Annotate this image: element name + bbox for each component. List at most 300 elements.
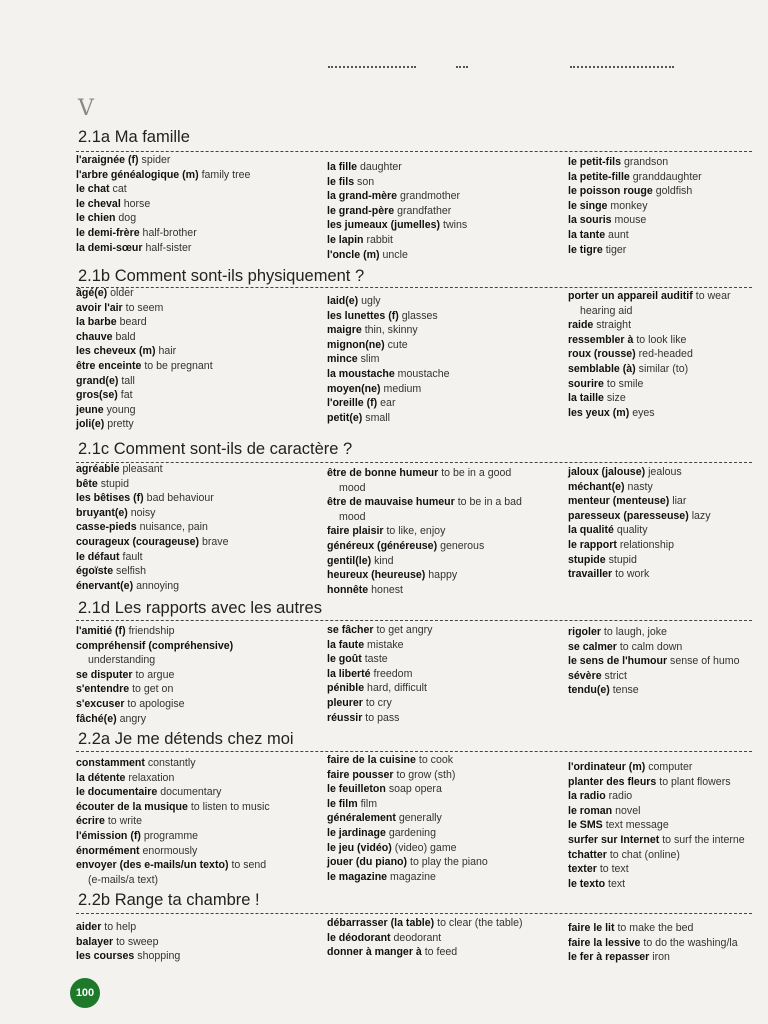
english-translation: lazy: [691, 509, 711, 522]
english-translation: red-headed: [638, 348, 693, 361]
english-translation: relaxation: [128, 771, 175, 784]
french-term: compréhensif (compréhensive): [76, 639, 234, 652]
english-translation: size: [606, 392, 626, 405]
vocab-entry: [327, 583, 522, 598]
english-translation: glasses: [401, 309, 438, 322]
english-translation: honest: [371, 583, 403, 596]
vocab-column: [76, 462, 229, 593]
english-translation: son: [357, 175, 375, 188]
english-translation: thin, skinny: [364, 324, 418, 337]
english-translation: ear: [380, 397, 396, 410]
french-term: le fer à repasser: [568, 951, 650, 964]
vocab-entry: [568, 184, 702, 199]
vocab-entry: [327, 638, 432, 653]
vocab-entry: [327, 855, 488, 870]
section-title: 2.1c Comment sont-ils de caractère ?: [78, 440, 353, 458]
french-term: faire le lit: [568, 922, 615, 934]
english-translation: fault: [122, 550, 143, 563]
english-translation: understanding: [88, 654, 156, 667]
english-translation: fat: [120, 389, 133, 402]
french-term: tendu(e): [568, 684, 610, 697]
vocab-entry: [568, 936, 738, 951]
vocab-entry: [327, 309, 450, 324]
english-translation: jealous: [648, 466, 682, 478]
vocab-entry: [327, 204, 467, 219]
french-term: les lunettes (f): [327, 309, 399, 322]
french-term: la faute: [327, 638, 365, 651]
french-term: faire de la cuisine: [327, 754, 416, 766]
vocab-entry: [568, 318, 731, 333]
vocab-column: [568, 155, 702, 257]
english-translation: small: [365, 411, 390, 424]
english-translation: constantly: [147, 757, 196, 769]
english-translation: programme: [143, 829, 199, 842]
vocab-entry: [76, 579, 229, 594]
french-term: honnête: [327, 583, 369, 596]
english-translation: to sweep: [116, 935, 159, 948]
section-divider: [76, 151, 752, 152]
french-term: laid(e): [327, 295, 359, 307]
english-translation: to listen to music: [190, 800, 270, 813]
vocab-entry: [76, 344, 213, 359]
vocab-entry: [568, 333, 731, 348]
english-translation: strict: [604, 669, 627, 682]
french-term: balayer: [76, 935, 114, 948]
vocab-entry: [327, 797, 488, 812]
english-translation: bad behaviour: [146, 492, 214, 505]
vocab-entry: [327, 945, 523, 960]
english-translation: to wear: [695, 290, 731, 302]
french-term: l'arbre généalogique (m): [76, 168, 199, 181]
french-term: se calmer: [568, 640, 617, 653]
vocab-column: [76, 286, 213, 432]
french-term: faire la lessive: [568, 936, 641, 949]
french-term: les cheveux (m): [76, 345, 156, 358]
vocab-entry: [76, 153, 250, 168]
vocab-column: [568, 760, 745, 891]
section-title: 2.2a Je me détends chez moi: [78, 730, 294, 748]
french-term: bruyant(e): [76, 506, 128, 519]
french-term: le roman: [568, 804, 613, 817]
english-translation: liar: [672, 495, 687, 508]
vocab-entry: [76, 520, 229, 535]
english-translation: to grow (sth): [396, 768, 456, 781]
english-translation: to cry: [365, 696, 392, 709]
english-translation: annoying: [136, 579, 180, 592]
vocab-column: [76, 153, 250, 255]
french-term: réussir: [327, 711, 363, 724]
french-term: la petite-fille: [568, 170, 630, 183]
vocab-entry: [76, 949, 180, 964]
vocab-entry: [327, 396, 450, 411]
french-term: donner à manger à: [327, 946, 422, 959]
vocab-entry: [327, 175, 467, 190]
english-translation: iron: [652, 951, 670, 964]
english-translation: grandson: [623, 156, 669, 168]
english-translation: grandfather: [397, 204, 452, 217]
vocab-entry: [327, 681, 432, 696]
vocab-entry: [568, 848, 745, 863]
vocab-entry: [568, 818, 745, 833]
english-translation: half-sister: [145, 241, 192, 254]
french-term: les courses: [76, 950, 135, 963]
french-term: surfer sur Internet: [568, 833, 660, 846]
english-translation: happy: [428, 569, 458, 582]
vocab-entry: [76, 771, 270, 786]
vocab-entry: [327, 218, 467, 233]
vocab-entry: [76, 330, 213, 345]
vocab-entry: [568, 170, 702, 185]
english-translation: twins: [443, 219, 468, 232]
vocab-entry: [327, 870, 488, 885]
vocab-entry: [76, 873, 270, 888]
french-term: porter un appareil auditif: [568, 290, 693, 302]
french-term: le jeu (vidéo): [327, 841, 392, 854]
english-translation: straight: [596, 319, 632, 332]
vocab-entry: [327, 248, 467, 263]
vocab-entry: [76, 858, 270, 873]
english-translation: to smile: [606, 377, 644, 390]
french-term: le fils: [327, 175, 355, 188]
french-term: semblable (à): [568, 362, 636, 375]
french-term: s'excuser: [76, 697, 125, 710]
french-term: travailler: [568, 568, 613, 581]
english-translation: to laugh, joke: [603, 626, 667, 638]
english-translation: bald: [115, 330, 136, 343]
french-term: le feuilleton: [327, 783, 386, 796]
french-term: joli(e): [76, 418, 105, 431]
french-term: le sens de l'humour: [568, 655, 668, 668]
vocab-entry: [327, 711, 432, 726]
vocab-entry: [327, 367, 450, 382]
french-term: généreux (généreuse): [327, 539, 438, 552]
french-term: roux (rousse): [568, 348, 636, 361]
english-translation: medium: [383, 382, 422, 395]
english-translation: kind: [374, 554, 394, 567]
french-term: énormément: [76, 844, 140, 857]
vocab-entry: [568, 877, 745, 892]
vocab-column: [327, 753, 488, 884]
vocab-entry: [327, 352, 450, 367]
vocab-entry: [76, 756, 270, 771]
vocab-column: [76, 624, 233, 726]
french-term: casse-pieds: [76, 521, 137, 534]
english-translation: aunt: [608, 228, 629, 241]
vocab-entry: [568, 789, 745, 804]
english-translation: sense of humo: [670, 655, 740, 668]
french-term: l'oreille (f): [327, 397, 378, 410]
english-translation: friendship: [128, 625, 175, 637]
french-term: le film: [327, 797, 358, 810]
section-divider: [76, 913, 752, 914]
vocab-entry: [568, 760, 745, 775]
french-term: grand(e): [76, 374, 119, 387]
vocab-entry: [568, 362, 731, 377]
vocab-entry: [76, 800, 270, 815]
french-term: gros(se): [76, 389, 118, 402]
french-term: la liberté: [327, 667, 371, 680]
vocab-entry: [76, 359, 213, 374]
english-translation: goldfish: [655, 185, 693, 198]
english-translation: nasty: [627, 480, 653, 493]
english-translation: rabbit: [366, 233, 393, 246]
french-term: le cheval: [76, 197, 121, 210]
vocab-entry: [568, 804, 745, 819]
vocab-entry: [327, 524, 522, 539]
vocab-entry: [76, 668, 233, 683]
vocab-entry: [327, 753, 488, 768]
vocab-entry: [76, 639, 233, 654]
french-term: la taille: [568, 392, 604, 405]
vocab-entry: [76, 535, 229, 550]
french-term: aider: [76, 921, 102, 933]
english-translation: moustache: [397, 367, 450, 380]
french-term: mince: [327, 353, 358, 366]
french-term: être de bonne humeur: [327, 467, 439, 479]
vocab-entry: [327, 495, 522, 510]
english-translation: (e-mails/a text): [88, 873, 159, 886]
vocab-entry: [568, 377, 731, 392]
vocab-entry: [568, 480, 711, 495]
french-term: le chien: [76, 212, 116, 225]
english-translation: grandmother: [400, 190, 461, 203]
french-term: pleurer: [327, 696, 363, 709]
vocab-entry: [568, 347, 731, 362]
french-term: pénible: [327, 682, 365, 695]
english-translation: taste: [364, 653, 388, 666]
french-term: constamment: [76, 757, 145, 769]
vocab-entry: [76, 920, 180, 935]
french-term: petit(e): [327, 411, 363, 424]
english-translation: deodorant: [393, 931, 442, 944]
english-translation: to get on: [132, 683, 174, 696]
vocab-entry: [327, 338, 450, 353]
english-translation: film: [360, 797, 378, 810]
french-term: énervant(e): [76, 579, 134, 592]
section-divider: [76, 751, 752, 752]
english-translation: half-brother: [142, 226, 197, 239]
english-translation: young: [106, 403, 136, 416]
vocab-entry: [76, 374, 213, 389]
english-translation: mistake: [367, 638, 404, 651]
english-translation: documentary: [160, 786, 222, 799]
english-translation: generous: [440, 539, 485, 552]
french-term: le lapin: [327, 233, 364, 246]
french-term: l'oncle (m): [327, 248, 380, 261]
english-translation: gardening: [388, 826, 436, 839]
french-term: stupide: [568, 553, 606, 566]
french-term: écouter de la musique: [76, 800, 188, 813]
vocab-entry: [76, 226, 250, 241]
vocab-entry: [76, 682, 233, 697]
english-translation: to clear (the table): [437, 917, 523, 929]
vocab-entry: [327, 510, 522, 525]
english-translation: hearing aid: [580, 304, 633, 317]
english-translation: to write: [107, 815, 142, 828]
vocab-entry: [568, 155, 702, 170]
french-term: le goût: [327, 653, 362, 666]
french-term: la moustache: [327, 367, 395, 380]
english-translation: to feed: [424, 946, 458, 959]
vocab-entry: [568, 213, 702, 228]
vocab-entry: [76, 814, 270, 829]
french-term: planter des fleurs: [568, 775, 657, 788]
vocab-entry: [568, 654, 740, 669]
english-translation: to be in a good: [441, 467, 512, 479]
vocab-entry: [327, 554, 522, 569]
vocab-entry: [327, 652, 432, 667]
english-translation: shopping: [137, 950, 181, 963]
english-translation: to calm down: [619, 640, 683, 653]
french-term: l'ordinateur (m): [568, 761, 646, 773]
french-term: être enceinte: [76, 359, 142, 372]
english-translation: nuisance, pain: [139, 521, 208, 534]
vocab-entry: [327, 768, 488, 783]
vocab-entry: [327, 160, 467, 175]
vocab-entry: [568, 538, 711, 553]
vocab-entry: [76, 550, 229, 565]
english-translation: computer: [648, 761, 693, 773]
section-divider: [76, 620, 752, 621]
vocab-entry: [568, 494, 711, 509]
english-translation: pretty: [107, 418, 134, 431]
vocab-entry: [568, 465, 711, 480]
vocab-entry: [76, 712, 233, 727]
page-number-badge: 100: [70, 978, 100, 1008]
vocab-entry: [76, 697, 233, 712]
english-translation: to be pregnant: [144, 359, 213, 372]
vocab-entry: [327, 841, 488, 856]
vocab-entry: [327, 623, 432, 638]
vocab-entry: [76, 844, 270, 859]
vocab-entry: [327, 568, 522, 583]
corner-mark: V: [78, 96, 94, 121]
french-term: la souris: [568, 214, 612, 227]
vocab-entry: [76, 197, 250, 212]
vocab-entry: [76, 785, 270, 800]
vocab-column: [327, 160, 467, 262]
french-term: bête: [76, 477, 98, 490]
english-translation: to help: [104, 921, 137, 933]
french-term: le SMS: [568, 819, 603, 832]
english-translation: text: [608, 877, 626, 890]
vocab-column: [327, 916, 523, 960]
vocab-entry: [76, 241, 250, 256]
french-term: le déodorant: [327, 931, 391, 944]
french-term: agréable: [76, 463, 120, 475]
french-term: s'entendre: [76, 683, 130, 696]
vocab-column: [568, 289, 731, 420]
english-translation: monkey: [610, 199, 648, 212]
french-term: se disputer: [76, 668, 133, 681]
french-term: le rapport: [568, 538, 617, 551]
top-dotted-line-left: [328, 66, 416, 68]
french-term: la détente: [76, 771, 126, 784]
french-term: se fâcher: [327, 624, 374, 636]
vocab-entry: [76, 286, 213, 301]
french-term: le magazine: [327, 870, 388, 883]
vocab-entry: [76, 168, 250, 183]
french-term: gentil(le): [327, 554, 372, 567]
vocab-entry: [568, 567, 711, 582]
french-term: l'émission (f): [76, 829, 141, 842]
english-translation: to pass: [365, 711, 400, 724]
french-term: l'araignée (f): [76, 154, 139, 166]
vocab-entry: [327, 323, 450, 338]
english-translation: uncle: [382, 248, 408, 261]
french-term: généralement: [327, 812, 396, 825]
english-translation: stupid: [100, 477, 130, 490]
french-term: faire plaisir: [327, 525, 384, 538]
vocab-column: [76, 756, 270, 887]
english-translation: pleasant: [122, 463, 163, 475]
section-title: 2.2b Range ta chambre !: [78, 891, 260, 909]
english-translation: to make the bed: [617, 922, 694, 934]
french-term: écrire: [76, 815, 105, 828]
vocab-column: [327, 294, 450, 425]
vocab-entry: [327, 466, 522, 481]
vocab-entry: [327, 811, 488, 826]
french-term: âgé(e): [76, 287, 108, 299]
vocab-entry: [76, 315, 213, 330]
vocab-entry: [327, 667, 432, 682]
english-translation: to be in a bad: [457, 496, 522, 509]
english-translation: mood: [339, 481, 366, 494]
vocab-entry: [568, 950, 738, 965]
top-dotted-line-mid: [456, 66, 468, 68]
vocab-entry: [568, 199, 702, 214]
french-term: maigre: [327, 324, 362, 337]
vocab-entry: [568, 640, 740, 655]
english-translation: to plant flowers: [659, 775, 731, 788]
english-translation: dog: [118, 212, 137, 225]
vocab-entry: [76, 564, 229, 579]
english-translation: tall: [121, 374, 135, 387]
english-translation: tiger: [605, 243, 627, 256]
french-term: égoïste: [76, 565, 114, 578]
vocab-entry: [568, 391, 731, 406]
english-translation: to text: [599, 863, 629, 876]
vocab-entry: [568, 921, 738, 936]
french-term: la radio: [568, 790, 606, 803]
section-title: 2.1b Comment sont-ils physiquement ?: [78, 267, 365, 285]
vocab-entry: [568, 509, 711, 524]
english-translation: mouse: [614, 214, 647, 227]
vocab-column: [568, 921, 738, 965]
french-term: la fille: [327, 161, 358, 173]
english-translation: selfish: [116, 565, 147, 578]
vocab-entry: [327, 411, 450, 426]
french-term: la demi-sœur: [76, 241, 143, 254]
section-title: 2.1d Les rapports avec les autres: [78, 599, 322, 617]
vocab-column: [568, 465, 711, 582]
vocab-entry: [327, 826, 488, 841]
french-term: texter: [568, 863, 597, 876]
english-translation: spider: [141, 154, 171, 166]
english-translation: (video) game: [394, 841, 457, 854]
french-term: le chat: [76, 183, 110, 196]
french-term: faire pousser: [327, 768, 394, 781]
french-term: menteur (menteuse): [568, 495, 670, 508]
english-translation: cat: [112, 183, 127, 196]
english-translation: tense: [612, 684, 639, 697]
vocab-entry: [76, 653, 233, 668]
vocab-entry: [76, 182, 250, 197]
english-translation: to surf the interne: [662, 833, 745, 846]
french-term: fâché(e): [76, 712, 117, 725]
french-term: moyen(ne): [327, 382, 381, 395]
french-term: les yeux (m): [568, 406, 630, 419]
